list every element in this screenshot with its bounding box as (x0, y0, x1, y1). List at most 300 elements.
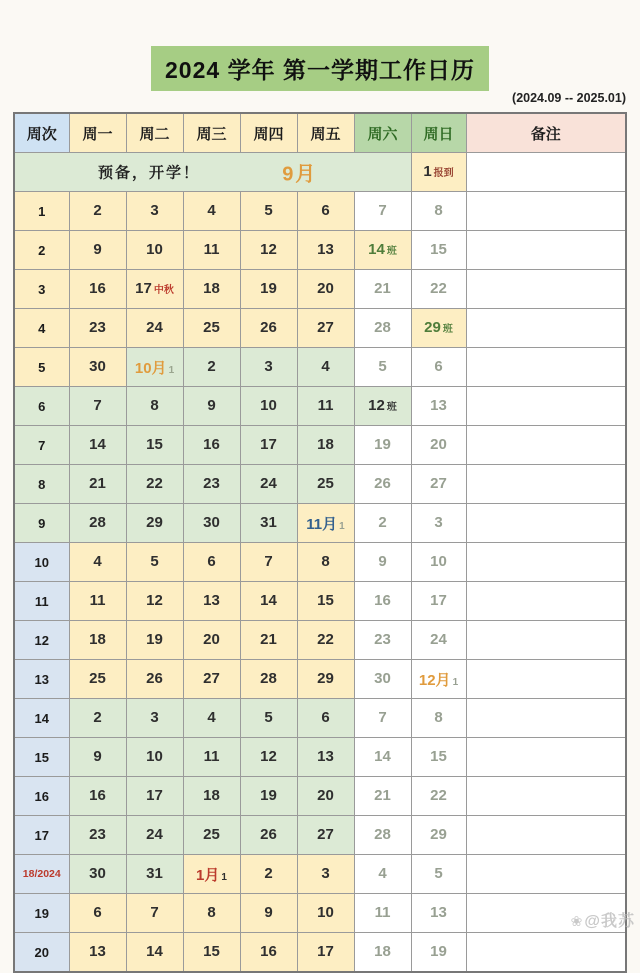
week-number-cell: 10 (14, 543, 69, 582)
day-cell (126, 270, 183, 309)
day-cell (240, 660, 297, 699)
day-cell (240, 387, 297, 426)
day-number: 17 (317, 943, 334, 960)
day-number: 18 (203, 280, 220, 297)
calendar-table (13, 112, 627, 973)
column-header-周次: 周次 (14, 113, 69, 153)
column-header-周四: 周四 (240, 113, 297, 153)
week-number-cell: 16 (14, 777, 69, 816)
day-cell (69, 426, 126, 465)
day-cell (240, 816, 297, 855)
day-cell (69, 855, 126, 894)
day-number: 27 (317, 319, 334, 336)
day-number: 25 (317, 475, 334, 492)
day-cell (297, 504, 354, 543)
day-number: 11 (203, 241, 220, 258)
day-cell-report: 1 报到 (411, 153, 466, 192)
day-cell (240, 543, 297, 582)
day-cell (126, 699, 183, 738)
day-number: 10 (430, 553, 447, 570)
day-number: 15 (317, 592, 334, 609)
remarks-cell (466, 192, 626, 231)
day-number: 12 (146, 592, 163, 609)
day-number: 8 (434, 202, 443, 219)
day-number: 15 (430, 748, 447, 765)
day-cell (297, 933, 354, 973)
day-number: 12 (260, 748, 277, 765)
day-cell (354, 777, 411, 816)
day-cell (183, 699, 240, 738)
week-row-14 (14, 699, 626, 738)
day-number: 8 (321, 553, 330, 570)
day-cell (354, 270, 411, 309)
day-number: 14 (89, 436, 106, 453)
week-row-20 (14, 933, 626, 973)
week-number-cell: 5 (14, 348, 69, 387)
week-row-1 (14, 192, 626, 231)
week-number-cell: 13 (14, 660, 69, 699)
day-cell (240, 465, 297, 504)
week-number-cell: 12 (14, 621, 69, 660)
day-number: 24 (146, 319, 163, 336)
day-number: 28 (374, 319, 391, 336)
day-cell (297, 894, 354, 933)
day-cell (354, 699, 411, 738)
day-cell (126, 660, 183, 699)
day-cell (183, 426, 240, 465)
day-number: 30 (89, 358, 106, 375)
day-cell (69, 660, 126, 699)
day-number: 11 (374, 904, 391, 921)
day-cell (69, 699, 126, 738)
column-header-周日: 周日 (411, 113, 466, 153)
day-cell (411, 855, 466, 894)
day-cell (69, 309, 126, 348)
day-number: 19 (374, 436, 391, 453)
day-number: 19 (146, 631, 163, 648)
day-cell (297, 270, 354, 309)
day-cell (126, 504, 183, 543)
day-cell (183, 894, 240, 933)
day-cell (69, 582, 126, 621)
day-cell (240, 270, 297, 309)
day-number: 18 (89, 631, 106, 648)
day-cell (126, 816, 183, 855)
day-number: 14 (260, 592, 277, 609)
day-cell (354, 582, 411, 621)
day-annotation: 班 (386, 402, 397, 413)
day-cell (240, 855, 297, 894)
day-number: 3 (321, 865, 330, 882)
remarks-cell (466, 270, 626, 309)
column-header-周二: 周二 (126, 113, 183, 153)
day-number: 25 (203, 826, 220, 843)
day-number: 24 (146, 826, 163, 843)
day-number: 7 (264, 553, 273, 570)
week-number-cell: 19 (14, 894, 69, 933)
day-cell (183, 855, 240, 894)
day-number: 20 (430, 436, 447, 453)
day-cell (411, 309, 466, 348)
week-row-15 (14, 738, 626, 777)
day-number: 31 (260, 514, 277, 531)
day-cell (297, 348, 354, 387)
day-number: 15 (203, 943, 220, 960)
day-cell (354, 738, 411, 777)
day-cell (411, 582, 466, 621)
september-month-label: 9月 (282, 163, 318, 186)
day-number: 2 (93, 202, 102, 219)
day-cell (297, 660, 354, 699)
day-cell (183, 543, 240, 582)
day-number: 10月 (134, 359, 167, 377)
day-number: 23 (374, 631, 391, 648)
day-number: 14 (374, 748, 391, 765)
day-number: 29 (424, 319, 441, 336)
week-row-13 (14, 660, 626, 699)
day-cell (411, 426, 466, 465)
day-cell (240, 582, 297, 621)
day-cell (240, 309, 297, 348)
day-number: 22 (317, 631, 334, 648)
remarks-cell (466, 582, 626, 621)
day-cell (411, 894, 466, 933)
day-annotation: 班 (386, 246, 397, 257)
day-cell (411, 348, 466, 387)
day-number: 26 (260, 826, 277, 843)
day-cell (240, 504, 297, 543)
day-cell (240, 426, 297, 465)
day-annotation: 1 (221, 871, 227, 883)
day-number: 16 (260, 943, 277, 960)
day-number: 23 (89, 319, 106, 336)
day-cell (297, 192, 354, 231)
day-number: 22 (146, 475, 163, 492)
day-number: 30 (89, 865, 106, 882)
day-cell (69, 231, 126, 270)
day-cell (69, 738, 126, 777)
day-number: 13 (203, 592, 220, 609)
day-annotation: 班 (442, 324, 453, 335)
week-row-4 (14, 309, 626, 348)
day-number: 3 (264, 358, 273, 375)
day-number: 9 (93, 241, 102, 258)
day-cell (126, 231, 183, 270)
day-number: 14 (146, 943, 163, 960)
week-row-3 (14, 270, 626, 309)
day-cell (126, 855, 183, 894)
day-number: 10 (146, 748, 163, 765)
day-cell (411, 777, 466, 816)
week-number-cell: 1 (14, 192, 69, 231)
day-cell (297, 777, 354, 816)
remarks-cell (466, 699, 626, 738)
day-number: 17 (430, 592, 447, 609)
day-number: 2 (264, 865, 273, 882)
day-number: 26 (260, 319, 277, 336)
day-number: 8 (434, 709, 443, 726)
week-number-cell: 20 (14, 933, 69, 973)
day-cell (354, 816, 411, 855)
day-cell (297, 543, 354, 582)
remarks-cell (466, 465, 626, 504)
day-cell (69, 816, 126, 855)
day-cell (297, 738, 354, 777)
day-cell (411, 231, 466, 270)
day-number: 16 (374, 592, 391, 609)
column-header-周五: 周五 (297, 113, 354, 153)
day-number: 8 (150, 397, 159, 414)
remarks-cell (466, 543, 626, 582)
day-number: 19 (430, 943, 447, 960)
day-cell (297, 816, 354, 855)
day-number: 5 (264, 709, 273, 726)
day-cell (126, 426, 183, 465)
day-annotation: 1 (168, 364, 175, 376)
day-cell (411, 660, 466, 699)
day-cell (411, 270, 466, 309)
day-cell (240, 231, 297, 270)
day-cell (69, 387, 126, 426)
week-row-19 (14, 894, 626, 933)
day-cell (354, 309, 411, 348)
day-number: 21 (374, 787, 391, 804)
day-number: 7 (378, 202, 387, 219)
day-cell (69, 933, 126, 973)
week-row-17 (14, 816, 626, 855)
week-number-cell: 14 (14, 699, 69, 738)
day-number: 26 (374, 475, 391, 492)
week-row-5 (14, 348, 626, 387)
day-cell (297, 465, 354, 504)
remarks-cell (466, 309, 626, 348)
week-number-cell: 6 (14, 387, 69, 426)
day-number: 2 (207, 358, 216, 375)
week-row-11 (14, 582, 626, 621)
day-cell (297, 387, 354, 426)
day-number: 19 (260, 280, 277, 297)
day-number: 17 (260, 436, 277, 453)
day-cell (297, 426, 354, 465)
day-cell (411, 621, 466, 660)
week-row-8 (14, 465, 626, 504)
day-number: 9 (207, 397, 216, 414)
day-number: 19 (260, 787, 277, 804)
day-cell (240, 777, 297, 816)
day-number: 13 (430, 904, 447, 921)
day-cell (69, 348, 126, 387)
remarks-cell (466, 504, 626, 543)
header-row (14, 113, 626, 153)
remarks-cell (466, 387, 626, 426)
day-cell (354, 660, 411, 699)
day-number: 7 (93, 397, 102, 414)
day-cell (411, 504, 466, 543)
day-cell (126, 582, 183, 621)
remarks-cell (466, 621, 626, 660)
day-number: 6 (93, 904, 102, 921)
day-number: 26 (146, 670, 163, 687)
day-number: 27 (430, 475, 447, 492)
day-number: 22 (430, 280, 447, 297)
day-number: 25 (203, 319, 220, 336)
remarks-cell (466, 777, 626, 816)
day-number: 24 (260, 475, 277, 492)
day-number: 15 (146, 436, 163, 453)
page-title: 2024 学年 第一学期工作日历 (151, 46, 489, 91)
day-cell (126, 192, 183, 231)
day-number: 5 (150, 553, 159, 570)
day-cell (240, 621, 297, 660)
day-cell (183, 660, 240, 699)
day-number: 4 (93, 553, 102, 570)
day-cell (411, 192, 466, 231)
day-number: 20 (317, 280, 334, 297)
week-number-cell: 4 (14, 309, 69, 348)
day-number: 10 (146, 241, 163, 258)
week-number-cell: 18/2024 (14, 855, 69, 894)
day-number: 11 (89, 592, 106, 609)
day-cell (126, 465, 183, 504)
day-cell (126, 738, 183, 777)
day-cell (69, 504, 126, 543)
day-annotation: 1 (339, 520, 345, 532)
day-cell (240, 894, 297, 933)
day-cell (126, 348, 183, 387)
day-number: 11 (203, 748, 220, 765)
day-number: 21 (374, 280, 391, 297)
week-row-2 (14, 231, 626, 270)
week-row-18/2024 (14, 855, 626, 894)
day-cell (183, 348, 240, 387)
day-cell (354, 504, 411, 543)
week-row-6 (14, 387, 626, 426)
day-cell (354, 543, 411, 582)
day-annotation: 1 (452, 676, 459, 688)
day-number: 17 (135, 280, 152, 297)
day-cell (354, 348, 411, 387)
day-cell (354, 465, 411, 504)
day-cell (183, 816, 240, 855)
day-number: 1月 (196, 866, 220, 884)
day-cell (126, 621, 183, 660)
day-number: 28 (374, 826, 391, 843)
day-number: 11月 (306, 515, 338, 533)
day-cell (183, 621, 240, 660)
day-cell (183, 231, 240, 270)
day-number: 27 (203, 670, 220, 687)
day-cell (183, 777, 240, 816)
day-number: 4 (207, 202, 216, 219)
week-number-cell: 15 (14, 738, 69, 777)
week-row-10 (14, 543, 626, 582)
day-number: 2 (378, 514, 387, 531)
remarks-cell (466, 660, 626, 699)
day-cell (411, 543, 466, 582)
day-number: 14 (368, 241, 385, 258)
day-number: 16 (89, 787, 106, 804)
week-row-12 (14, 621, 626, 660)
day-number: 6 (207, 553, 216, 570)
day-number: 9 (264, 904, 273, 921)
day-number: 5 (378, 358, 387, 375)
day-number: 20 (203, 631, 220, 648)
day-cell (183, 192, 240, 231)
day-number: 16 (89, 280, 106, 297)
day-cell (240, 699, 297, 738)
week-number-cell: 9 (14, 504, 69, 543)
day-cell (69, 543, 126, 582)
day-number: 29 (430, 826, 447, 843)
title-bar (0, 0, 640, 91)
day-cell (183, 504, 240, 543)
day-cell (240, 192, 297, 231)
day-number: 27 (317, 826, 334, 843)
week-number-cell: 7 (14, 426, 69, 465)
day-number: 29 (317, 670, 334, 687)
day-number: 3 (434, 514, 443, 531)
day-cell (126, 894, 183, 933)
day-cell (354, 621, 411, 660)
day-number: 13 (317, 748, 334, 765)
day-number: 15 (430, 241, 447, 258)
day-number: 9 (93, 748, 102, 765)
day-number: 3 (150, 202, 159, 219)
day-cell (183, 387, 240, 426)
day-cell (354, 933, 411, 973)
remarks-cell (466, 426, 626, 465)
week-number-cell: 3 (14, 270, 69, 309)
day-number: 4 (321, 358, 330, 375)
flower-logo-icon: ❀ (570, 913, 584, 929)
remarks-cell (466, 231, 626, 270)
day-number: 18 (374, 943, 391, 960)
day-cell (411, 816, 466, 855)
day-number: 28 (89, 514, 106, 531)
day-cell (69, 777, 126, 816)
day-number: 3 (150, 709, 159, 726)
day-number: 6 (321, 202, 330, 219)
day-cell (183, 738, 240, 777)
day-cell (240, 738, 297, 777)
day-number: 5 (434, 865, 443, 882)
day-number: 18 (317, 436, 334, 453)
day-number: 13 (430, 397, 447, 414)
day-cell (297, 309, 354, 348)
day-number: 17 (146, 787, 163, 804)
day-number: 8 (207, 904, 216, 921)
day-number: 31 (146, 865, 163, 882)
day-number: 28 (260, 670, 277, 687)
day-number: 24 (430, 631, 447, 648)
column-header-周六: 周六 (354, 113, 411, 153)
day-number: 23 (203, 475, 220, 492)
day-number: 22 (430, 787, 447, 804)
day-number: 30 (374, 670, 391, 687)
remarks-cell (466, 816, 626, 855)
day-number: 10 (317, 904, 334, 921)
day-number: 7 (378, 709, 387, 726)
watermark (571, 908, 635, 931)
day-number: 21 (260, 631, 277, 648)
day-cell (411, 465, 466, 504)
remarks-cell (466, 933, 626, 973)
day-number: 4 (378, 865, 387, 882)
day-cell (183, 582, 240, 621)
day-annotation: 中秋 (153, 285, 174, 296)
day-cell (297, 231, 354, 270)
day-number: 20 (317, 787, 334, 804)
